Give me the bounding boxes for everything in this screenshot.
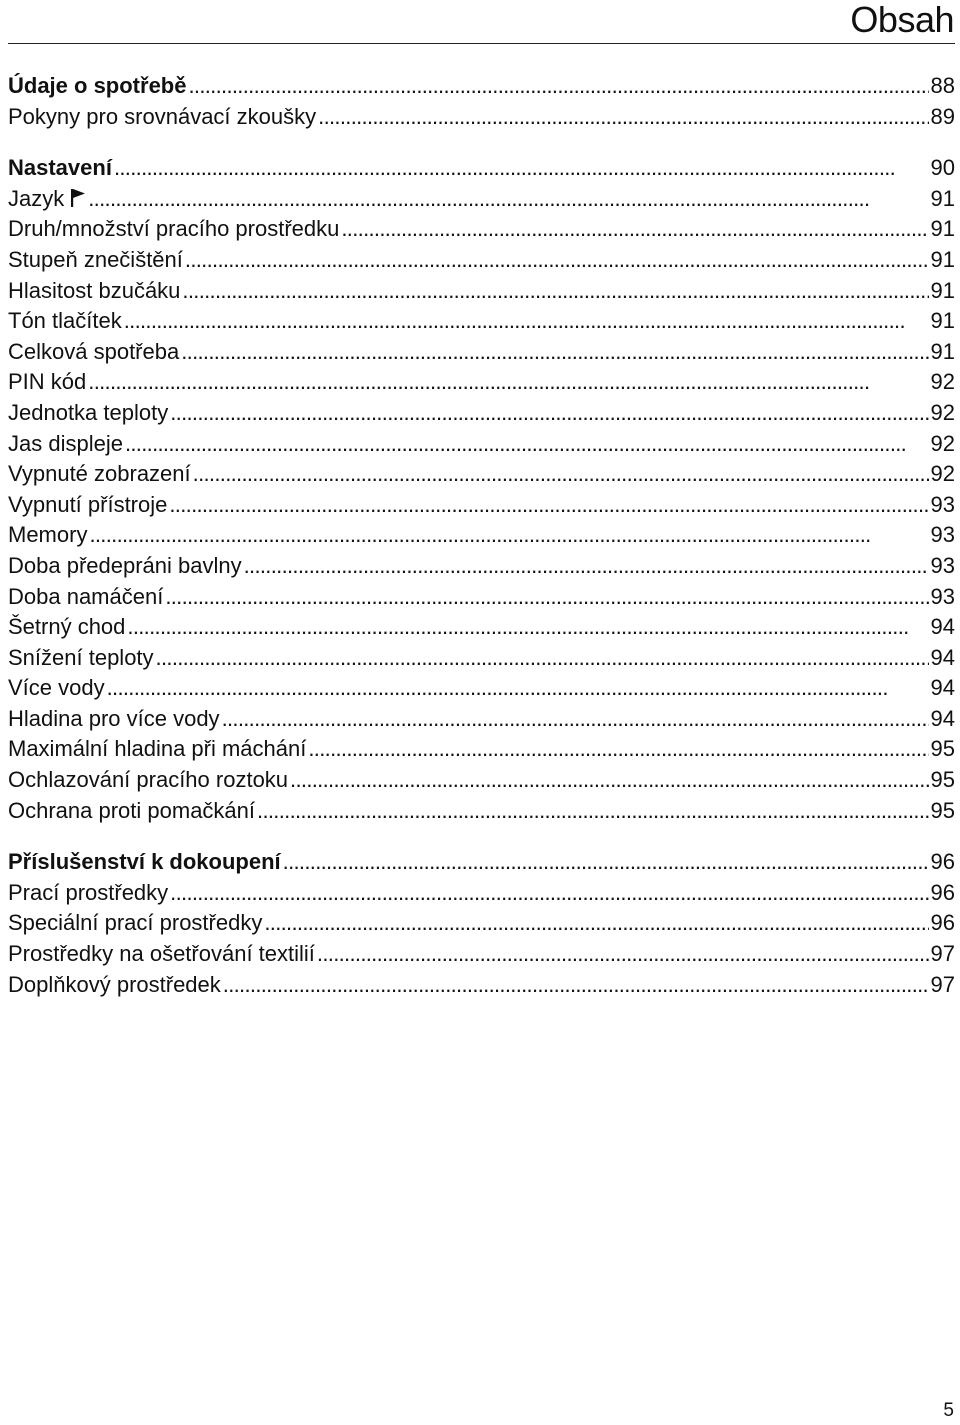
toc-entry-page: 91 [930,216,955,242]
toc-entry[interactable] [8,704,955,735]
toc-entry-page: 90 [930,155,955,181]
toc-entry-label [8,582,163,613]
toc-entry-text: Nastavení [8,155,112,181]
toc-entry[interactable] [8,184,955,215]
toc-entry-page: 91 [930,185,955,211]
toc-entry-page: 92 [930,430,955,456]
toc-entry[interactable] [8,796,955,827]
toc-entry[interactable] [8,520,955,551]
toc-entry-text: Stupeň znečištění [8,246,183,272]
toc-entry[interactable] [8,643,955,674]
toc-entry-label [8,429,123,460]
toc-entry-text: Údaje o spotřebě [8,73,187,98]
toc-entry-label [8,367,86,398]
dot-leader [114,153,929,184]
toc-entry[interactable] [8,673,955,704]
page-title: Obsah [850,0,954,40]
toc-section [8,71,955,132]
toc-entry-text: Jazyk [8,185,65,211]
toc-entry-page: 91 [930,338,955,364]
toc-entry-page: 97 [930,941,955,967]
toc-entry[interactable] [8,551,955,582]
toc-entry-label [8,551,242,582]
toc-entry-page: 88 [930,73,955,98]
dot-leader [169,490,928,521]
toc-entry-label [8,398,168,429]
toc-entry[interactable] [8,245,955,276]
toc-entry-text: Vypnuté zobrazení [8,461,191,487]
toc-entry-text: Doplňkový prostředek [8,971,221,997]
toc-entry-text: Pokyny pro srovnávací zkoušky [8,103,317,129]
toc-entry-text: Celková spotřeba [8,338,180,364]
dot-leader [188,71,928,102]
dot-leader [170,878,928,909]
dot-leader [124,306,929,337]
dot-leader [283,847,929,878]
dot-leader [244,551,929,582]
toc-entry-label [8,643,154,674]
toc-entry-text: Prostředky na ošetřování textilií [8,941,315,967]
toc-entry-text: Hlasitost bzučáku [8,277,181,303]
dot-leader [89,520,928,551]
toc-entry-label [8,939,315,970]
dot-leader [264,908,928,939]
toc-entry[interactable] [8,459,955,490]
toc-heading-entry[interactable] [8,153,955,184]
toc-entry-text: Prací prostředky [8,879,169,905]
dot-leader [156,643,929,674]
toc-entry-page: 96 [930,879,955,905]
toc-entry[interactable] [8,367,955,398]
dot-leader [193,459,929,490]
dot-leader [88,184,928,215]
toc-entry-label [8,337,179,368]
toc-entry[interactable] [8,306,955,337]
dot-leader [317,939,929,970]
toc-entry-label [8,612,125,643]
toc-entry-page: 89 [930,103,955,129]
toc-entry-page: 94 [930,644,955,670]
toc-entry-label [8,490,167,521]
toc-entry-label [8,878,168,909]
toc-entry-page: 94 [930,675,955,701]
toc-entry[interactable] [8,612,955,643]
toc-section [8,847,955,1000]
dot-leader [318,102,928,133]
toc-entry-text: PIN kód [8,369,87,395]
toc-entry[interactable] [8,970,955,1001]
toc-entry-label [8,908,262,939]
toc-entry-page: 94 [930,614,955,640]
toc-entry-label [8,184,86,215]
dot-leader [88,367,928,398]
toc-entry-text: Tón tlačítek [8,308,122,334]
toc-entry-text: Ochrana proti pomačkání [8,797,256,823]
toc-entry-page: 92 [930,369,955,395]
flag-icon [70,188,86,208]
toc-entry-text: Memory [8,522,88,548]
toc-entry-text: Více vody [8,675,105,701]
toc-entry-page: 92 [930,399,955,425]
toc-entry[interactable] [8,337,955,368]
toc-entry-text: Hladina pro více vody [8,705,220,731]
dot-leader [290,765,928,796]
dot-leader [165,582,928,613]
dot-leader [222,704,929,735]
toc-entry[interactable] [8,102,955,133]
toc-entry-text: Maximální hladina při máchání [8,736,307,762]
toc-entry-label [8,520,87,551]
dot-leader [341,214,928,245]
toc-entry-text: Vypnutí přístroje [8,491,168,517]
toc-heading-entry[interactable] [8,847,955,878]
toc-entry-page: 91 [930,308,955,334]
dot-leader [308,734,928,765]
toc-entry-page: 93 [930,491,955,517]
toc-entry-text: Doba předepráni bavlny [8,552,242,578]
toc-entry[interactable] [8,878,955,909]
toc-entry-page: 92 [930,461,955,487]
toc-entry-page: 97 [930,971,955,997]
toc-entry-label [8,245,183,276]
toc-entry-page: 93 [930,552,955,578]
toc-entry-text: Ochlazování pracího roztoku [8,767,289,793]
toc-entry-page: 95 [930,767,955,793]
toc-entry-page: 93 [930,522,955,548]
toc-entry-label [8,704,220,735]
toc-entry-label [8,459,191,490]
dot-leader [170,398,928,429]
toc-entry-label [8,306,122,337]
toc-entry-label [8,673,105,704]
toc-entry-page: 96 [930,910,955,936]
dot-leader [181,337,928,368]
dot-leader [125,429,929,460]
toc-entry-page: 95 [930,797,955,823]
toc-entry-label [8,71,186,102]
toc-entry-label [8,765,288,796]
toc-entry[interactable] [8,429,955,460]
toc-heading-entry[interactable] [8,71,955,102]
toc-entry-text: Doba namáčení [8,583,164,609]
toc-entry[interactable] [8,276,955,307]
toc-entry-label [8,153,112,184]
dot-leader [223,970,929,1001]
dot-leader [257,796,928,827]
toc-entry-label [8,102,316,133]
toc-section [8,153,955,826]
toc-entry-label [8,796,255,827]
toc-entry-page: 91 [930,246,955,272]
toc-entry-page: 93 [930,583,955,609]
toc-entry-label [8,734,306,765]
toc-entry-text: Snížení teploty [8,644,154,670]
toc-entry-page: 94 [930,705,955,731]
dot-leader [107,673,929,704]
toc-entry[interactable] [8,939,955,970]
title-divider [8,43,955,44]
toc-entry-page: 95 [930,736,955,762]
page-number: 5 [943,1400,954,1421]
toc-entry-text: Šetrný chod [8,614,126,640]
toc-entry[interactable] [8,908,955,939]
toc-entry-label [8,276,180,307]
toc-entry-text: Druh/množství pracího prostředku [8,216,340,242]
toc-entry-text: Speciální prací prostředky [8,910,263,936]
toc-entry[interactable] [8,734,955,765]
dot-leader [185,245,929,276]
toc-entry-label [8,970,221,1001]
toc-entry-text: Jas displeje [8,430,123,456]
toc-entry[interactable] [8,765,955,796]
toc-entry[interactable] [8,490,955,521]
toc-entry[interactable] [8,214,955,245]
toc-entry-label [8,847,281,878]
dot-leader [182,276,928,307]
toc-entry-page: 91 [930,277,955,303]
toc-entry[interactable] [8,398,955,429]
toc-entry-text: Příslušenství k dokoupení [8,849,281,875]
table-of-contents [8,71,955,1021]
dot-leader [127,612,928,643]
toc-entry[interactable] [8,582,955,613]
toc-entry-label [8,214,339,245]
toc-entry-page: 96 [930,849,955,875]
toc-entry-text: Jednotka teploty [8,399,169,425]
